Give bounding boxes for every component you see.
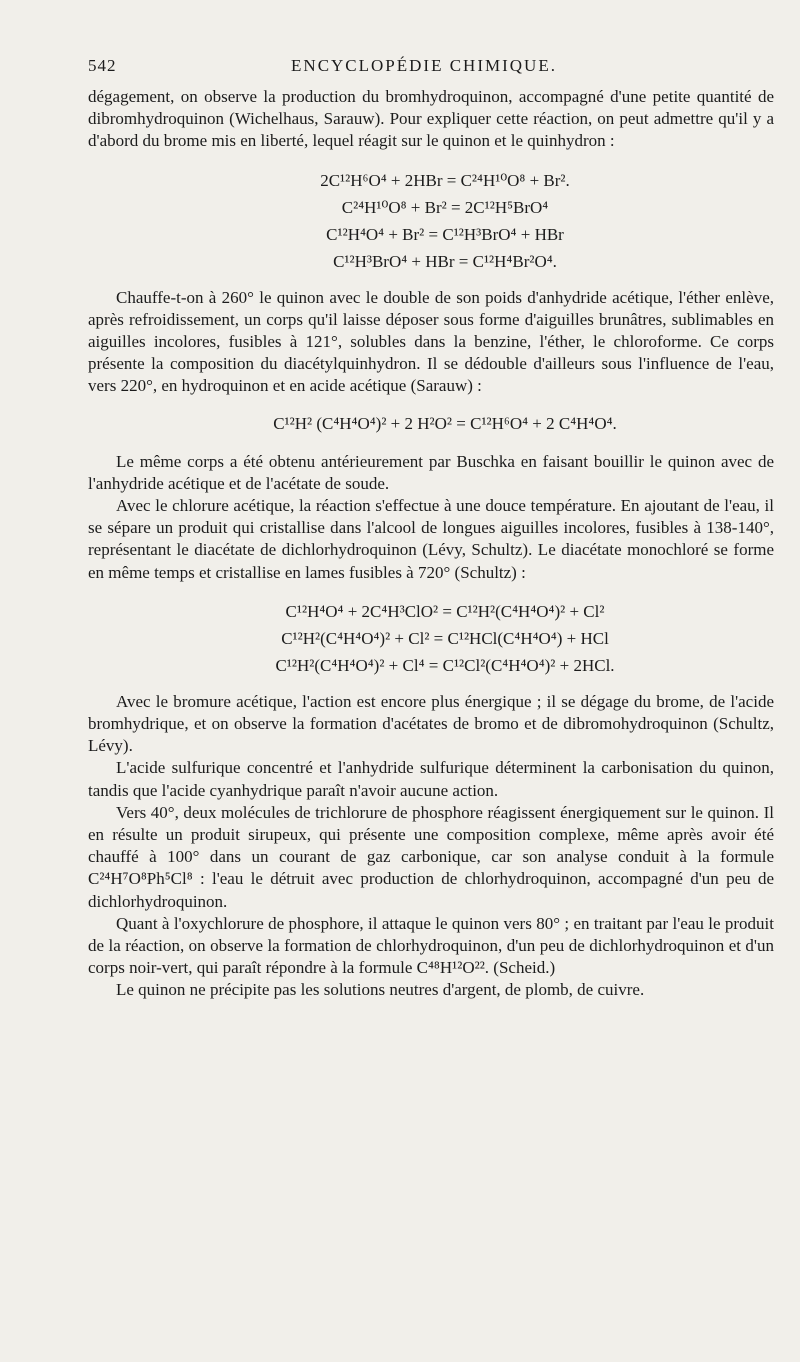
paragraph: Chauffe-t-on à 260° le quinon avec le double de son poids d'anhydride acétique, l'éther enlève, après refroidissement, un corps qu'il laisse déposer sous forme d'aiguilles brunâtres, sublimables en aiguilles incolores, fusibles à 121°, solubles dans la benzine, l'éther, le chloroforme. Ce corps présente la composition du diacétylquinhydron. Il se dédouble d'ailleurs sous l'influence de l'eau, vers 220°, en hydroquinon et en acide acétique (Sarauw) :: [88, 287, 774, 396]
page-number: 542: [88, 56, 117, 75]
page-body: [88, 86, 774, 1002]
paragraph: L'acide sulfurique concentré et l'anhydride sulfurique déterminent la carbonisation du quinon, tandis que l'acide cyanhydrique paraît n'avoir aucune action.: [88, 758, 774, 800]
paragraph: Avec le chlorure acétique, la réaction s'effectue à une douce température. En ajoutant de l'eau, il se sépare un produit qui cristallise dans l'alcool de longues aiguilles incolores, fusibles à 138-140°, représentant le diacétate de dichlorhydroquinon (Lévy, Schultz). Le diacétate monochloré se forme en même temps et cristallise en lames fusibles à 720° (Schultz) :: [88, 496, 774, 582]
equation: C¹²H⁴O⁴ + 2C⁴H³ClO² = C¹²H²(C⁴H⁴O⁴)² + Cl²: [285, 601, 605, 621]
equation: C¹²H³BrO⁴ + HBr = C¹²H⁴Br²O⁴.: [333, 251, 557, 271]
paragraph: Le quinon ne précipite pas les solutions neutres d'argent, de plomb, de cuivre.: [116, 980, 645, 1000]
equation: C¹²H²(C⁴H⁴O⁴)² + Cl² = C¹²HCl(C⁴H⁴O⁴) + HCl: [281, 628, 609, 648]
equation-group-chlorination: [88, 598, 774, 679]
equation-group-bromine: [88, 167, 774, 275]
equation: C¹²H²(C⁴H⁴O⁴)² + Cl⁴ = C¹²Cl²(C⁴H⁴O⁴)² + 2HCl.: [275, 655, 615, 675]
equation: 2C¹²H⁶O⁴ + 2HBr = C²⁴H¹⁰O⁸ + Br².: [320, 170, 570, 190]
running-title: ENCYCLOPÉDIE CHIMIQUE.: [291, 56, 557, 75]
paragraph: dégagement, on observe la production du bromhydroquinon, accompagné d'une petite quantité de dibromhydroquinon (Wichelhaus, Sarauw). Pour expliquer cette réaction, on peut admettre qu'il y a d'abord du brome mis en liberté, lequel réagit sur le quinon et le quinhydron :: [88, 87, 774, 151]
page-header: [88, 56, 760, 84]
equation-group-hydrolysis: [88, 410, 774, 437]
equation: C¹²H² (C⁴H⁴O⁴)² + 2 H²O² = C¹²H⁶O⁴ + 2 C⁴H⁴O⁴.: [273, 413, 617, 433]
paragraph: Vers 40°, deux molécules de trichlorure de phosphore réagissent énergiquement sur le quinon. Il en résulte un produit sirupeux, qui présente une composition complexe, même après avoir été chauffé à 100° dans un courant de gaz carbonique, car son analyse conduit à la formule C²⁴H⁷O⁸Ph⁵Cl⁸ : l'eau le détruit avec production de chlorhydroquinon, accompagné d'un peu de dichlorhydroquinon.: [88, 802, 774, 911]
equation: C¹²H⁴O⁴ + Br² = C¹²H³BrO⁴ + HBr: [326, 224, 564, 244]
paragraph: Quant à l'oxychlorure de phosphore, il attaque le quinon vers 80° ; en traitant par l'eau le produit de la réaction, on observe la formation de chlorhydroquinon, d'un peu de dichlorhydroquinon et d'un corps noir-vert, qui paraît répondre à la formule C⁴⁸H¹²O²². (Scheid.): [88, 913, 774, 978]
paragraph: Le même corps a été obtenu antérieurement par Buschka en faisant bouillir le quinon avec de l'anhydride acétique et de l'acétate de soude.: [88, 451, 774, 493]
equation: C²⁴H¹⁰O⁸ + Br² = 2C¹²H⁵BrO⁴: [341, 197, 549, 217]
paragraph: Avec le bromure acétique, l'action est encore plus énergique ; il se dégage du brome, de l'acide bromhydrique, et on observe la formation d'acétates de bromo et de dibromohydroquinon (Schultz, Lévy).: [88, 691, 774, 756]
